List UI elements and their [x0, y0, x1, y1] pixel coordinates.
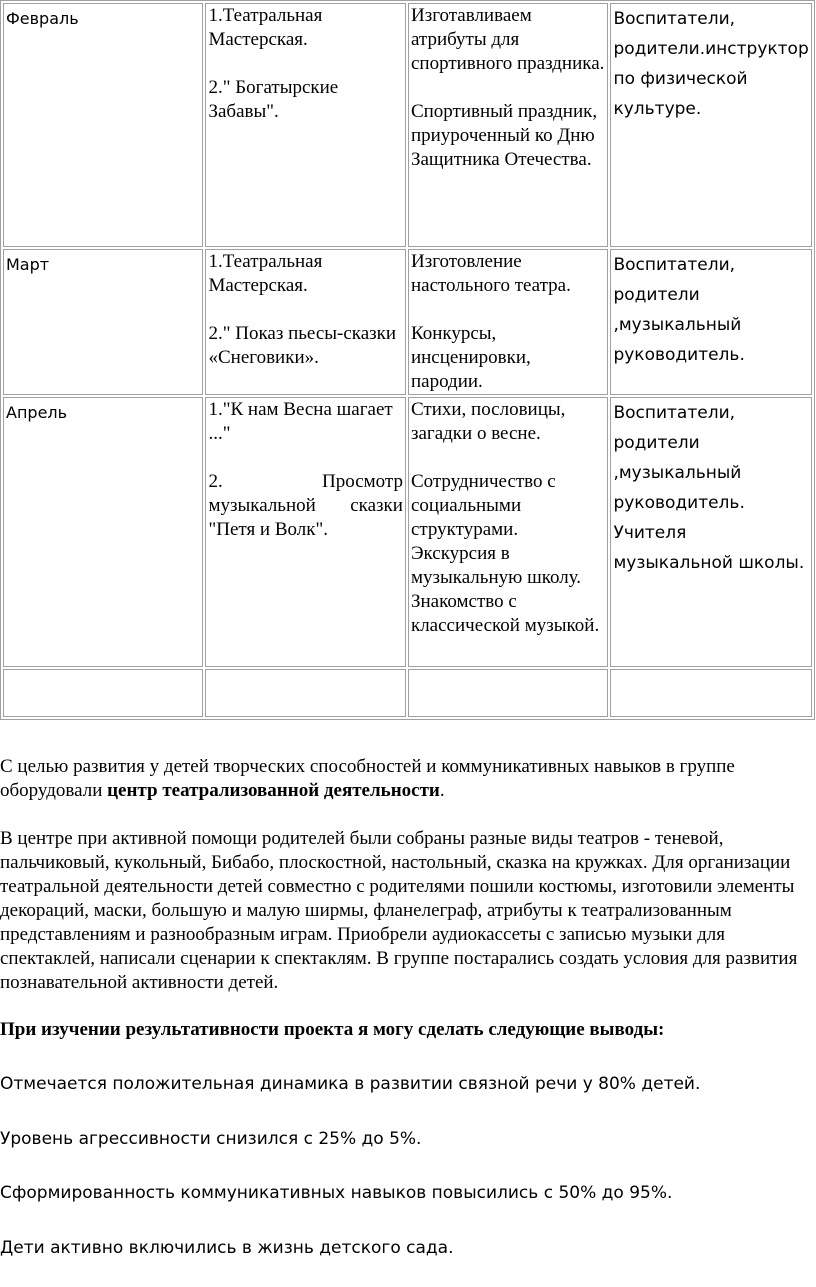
activities-cell — [205, 397, 405, 667]
empty-cell — [610, 669, 812, 717]
participants-cell: Воспитатели, родители ,музыкальный руководитель. — [610, 249, 812, 395]
task-item: Спортивный праздник, приуроченный ко Дню Защитника Отечества. — [410, 101, 598, 170]
month-cell: Февраль — [3, 3, 203, 247]
paragraph-center-intro: С целью развития у детей творческих способностей и коммуникативных навыков в группе оборудовали центр театрализованной деятельности. — [0, 756, 735, 801]
task-item: Конкурсы, инсценировки, пародии. — [410, 323, 531, 392]
activities-cell — [205, 249, 405, 395]
result-line: Отмечается положительная динамика в развитии связной речи у 80% детей. — [0, 1074, 701, 1094]
activity-item: 1.Театральная Мастерская. — [208, 5, 323, 50]
tasks-cell — [408, 397, 608, 667]
empty-cell — [408, 669, 608, 717]
task-item: Стихи, пословицы, загадки о весне. — [410, 399, 566, 444]
activity-item: 1.Театральная Мастерская. — [208, 251, 323, 296]
month-cell: Март — [3, 249, 203, 395]
paragraph-center-description: В центре при активной помощи родителей были собраны разные виды театров - теневой, пальчиковый, кукольный, Бибабо, плоскостной, настольный, сказка на кружках. Для организации театральной деятельности детей совместно с родителями пошили костюмы, изготовили элементы декораций, маски, большую и малую ширмы, фланелеграф, атрибуты к театрализованным представлениям и разнообразным играм. Приобрели аудиокассеты с записью музыки для спектаклей, написали сценарии к спектаклям. В группе постарались создать условия для развития познавательной активности детей. — [0, 828, 798, 993]
result-line: Дети активно включились в жизнь детского сада. — [0, 1238, 454, 1258]
table-row-empty — [3, 669, 812, 717]
task-item: Изготовление настольного театра. — [410, 251, 571, 296]
center-name-bold: центр театрализованной деятельности — [107, 780, 440, 801]
table-row — [3, 249, 812, 395]
activity-item: 2." Показ пьесы-сказки «Снеговики». — [208, 323, 397, 368]
participants-cell: Воспитатели, родители.инструктор по физической культуре. — [610, 3, 812, 247]
table-row — [3, 3, 812, 247]
result-line: Уровень агрессивности снизился с 25% до 5%. — [0, 1129, 422, 1149]
table-row — [3, 397, 812, 667]
task-item: Изготавливаем атрибуты для спортивного праздника. — [410, 5, 605, 74]
empty-cell — [205, 669, 405, 717]
result-line: Сформированность коммуникативных навыков повысились с 50% до 95%. — [0, 1183, 673, 1203]
tasks-cell — [408, 3, 608, 247]
conclusion-heading: При изучении результативности проекта я могу сделать следующие выводы: — [0, 1019, 665, 1040]
activities-cell — [205, 3, 405, 247]
activity-item: 1."К нам Весна шагает ..." — [208, 399, 393, 444]
activity-item: 2. Просмотр музыкальной сказки "Петя и Волк". — [208, 471, 403, 540]
month-cell: Апрель — [3, 397, 203, 667]
task-item: Сотрудничество с социальными структурами. Экскурсия в музыкальную школу. Знакомство с классической музыкой. — [410, 471, 600, 636]
activity-item: 2." Богатырские Забавы". — [208, 77, 339, 122]
tasks-cell — [408, 249, 608, 395]
empty-cell — [3, 669, 203, 717]
participants-cell: Воспитатели, родители ,музыкальный руководитель. Учителя музыкальной школы. — [610, 397, 812, 667]
